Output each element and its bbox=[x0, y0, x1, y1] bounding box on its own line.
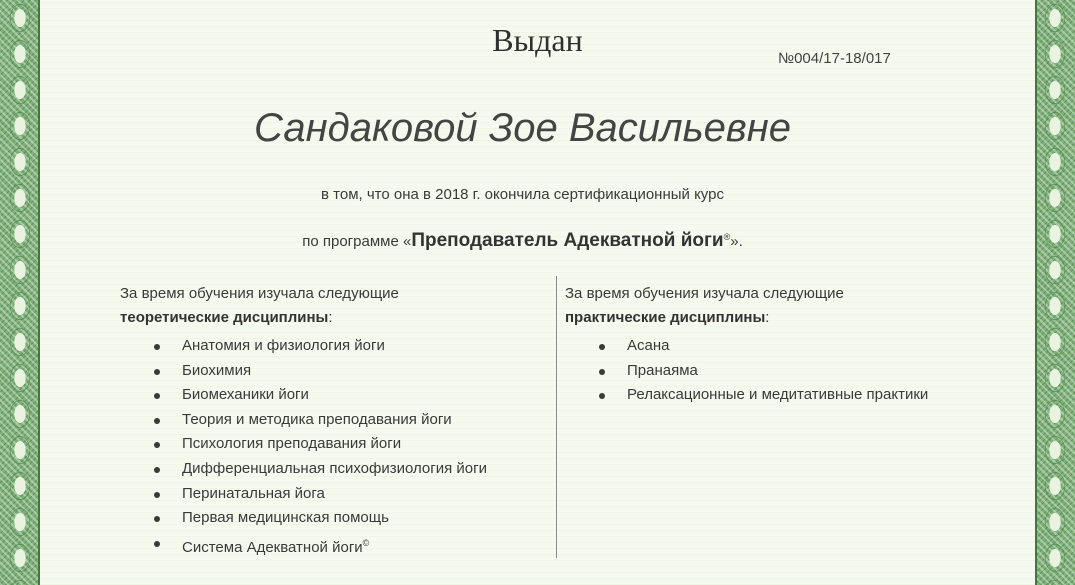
list-item: Теория и методика преподавания йоги bbox=[120, 408, 540, 433]
list-item-text: Система Адекватной йоги bbox=[182, 538, 363, 556]
list-item: Дифференциальная психофизиология йоги bbox=[120, 457, 540, 482]
copyright-mark: © bbox=[362, 537, 370, 548]
certificate-title: Выдан bbox=[492, 22, 583, 58]
program-line bbox=[0, 230, 1045, 252]
list-item: Биомеханики йоги bbox=[120, 383, 540, 408]
practice-list bbox=[565, 334, 965, 408]
list-item: Психология преподавания йоги bbox=[120, 432, 540, 457]
theory-list bbox=[120, 334, 540, 560]
program-prefix: по программе « bbox=[302, 233, 412, 250]
list-item-last bbox=[120, 531, 540, 561]
decorative-border-left bbox=[0, 0, 40, 585]
list-item: Релаксационные и медитативные практики bbox=[565, 383, 965, 408]
program-suffix: ». bbox=[730, 233, 743, 250]
theory-heading: теоретические дисциплины bbox=[120, 309, 329, 326]
recipient-name: Сандаковой Зое Васильевне bbox=[254, 106, 791, 150]
list-item: Анатомия и физиология йоги bbox=[120, 334, 540, 359]
decorative-border-right bbox=[1035, 0, 1075, 585]
list-item: Асана bbox=[565, 334, 965, 359]
theory-heading-colon: : bbox=[328, 309, 333, 326]
theory-intro bbox=[120, 282, 540, 330]
list-item: Биохимия bbox=[120, 359, 540, 384]
column-divider bbox=[556, 276, 557, 558]
list-item: Пранаяма bbox=[565, 359, 965, 384]
completion-statement: в том, что она в 2018 г. окончила сертификационный курс bbox=[321, 186, 724, 203]
practice-heading-colon: : bbox=[765, 309, 770, 326]
registered-mark: ® bbox=[723, 232, 731, 242]
practice-intro bbox=[565, 282, 965, 330]
theory-intro-text: За время обучения изучала следующие bbox=[120, 285, 399, 302]
list-item: Перинатальная йога bbox=[120, 482, 540, 507]
certificate-number: №004/17-18/017 bbox=[778, 50, 891, 67]
theory-disciplines bbox=[120, 282, 540, 560]
program-name: Преподаватель Адекватной йоги bbox=[411, 230, 724, 251]
list-item: Первая медицинская помощь bbox=[120, 506, 540, 531]
practice-disciplines bbox=[565, 282, 965, 408]
practice-intro-text: За время обучения изучала следующие bbox=[565, 285, 844, 302]
practice-heading: практические дисциплины bbox=[565, 309, 766, 326]
